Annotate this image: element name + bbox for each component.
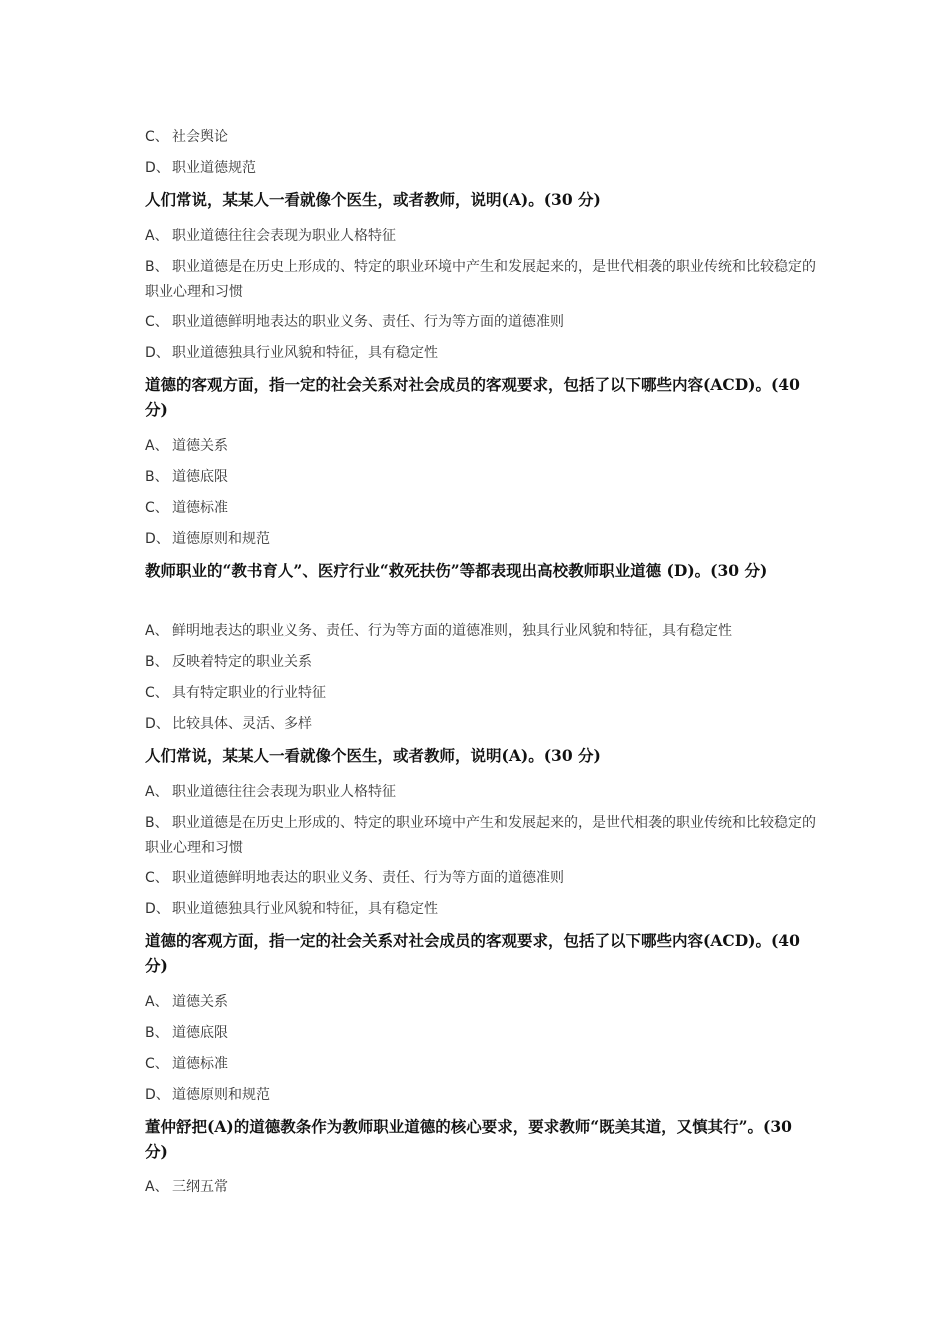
option-item	[145, 811, 820, 861]
question-text: 道德的客观方面，指一定的社会关系对社会成员的客观要求，包括了以下哪些内容(ACD)。(40 分)	[145, 931, 800, 975]
option-item	[145, 990, 820, 1015]
option-text: 职业道德往往会表现为职业人格特征	[172, 228, 396, 244]
option-text: 道德标准	[172, 500, 228, 516]
option-text: 职业道德鲜明地表达的职业义务、责任、行为等方面的道德准则	[172, 870, 564, 886]
question-text: 人们常说，某某人一看就像个医生，或者教师，说明(A)。(30 分)	[145, 190, 601, 209]
question-text: 道德的客观方面，指一定的社会关系对社会成员的客观要求，包括了以下哪些内容(ACD)。(40 分)	[145, 375, 800, 419]
option-letter: A、	[145, 623, 169, 639]
option-letter: A、	[145, 784, 169, 800]
option-item	[145, 434, 820, 459]
option-letter: D、	[145, 901, 170, 917]
option-text: 道德原则和规范	[172, 1087, 270, 1103]
option-item	[145, 619, 820, 644]
option-text: 职业道德独具行业风貌和特征，具有稳定性	[172, 901, 438, 917]
option-letter: D、	[145, 531, 170, 547]
option-text: 道德关系	[172, 994, 228, 1010]
option-text: 鲜明地表达的职业义务、责任、行为等方面的道德准则，独具行业风貌和特征，具有稳定性	[172, 623, 732, 639]
option-item	[145, 125, 820, 150]
option-letter: B、	[145, 259, 169, 275]
option-item	[145, 897, 820, 922]
option-letter: D、	[145, 345, 170, 361]
option-letter: D、	[145, 1087, 170, 1103]
option-item	[145, 1021, 820, 1046]
option-text: 职业道德规范	[172, 160, 256, 176]
option-item	[145, 866, 820, 891]
option-item	[145, 156, 820, 181]
option-text: 道德原则和规范	[172, 531, 270, 547]
option-letter: A、	[145, 228, 169, 244]
option-text: 职业道德往往会表现为职业人格特征	[172, 784, 396, 800]
option-text: 比较具体、灵活、多样	[172, 716, 312, 732]
option-item	[145, 681, 820, 706]
option-letter: A、	[145, 438, 169, 454]
option-letter: C、	[145, 1056, 169, 1072]
option-text: 道德关系	[172, 438, 228, 454]
option-text: 职业道德是在历史上形成的、特定的职业环境中产生和发展起来的，是世代相袭的职业传统和比较稳定的职业心理和习惯	[145, 259, 816, 300]
option-text: 道德标准	[172, 1056, 228, 1072]
option-item	[145, 780, 820, 805]
option-letter: B、	[145, 1025, 169, 1041]
option-item	[145, 650, 820, 675]
option-letter: C、	[145, 314, 169, 330]
question-text: 董仲舒把(A)的道德教条作为教师职业道德的核心要求，要求教师“既美其道，又慎其行”。(30 分)	[145, 1117, 792, 1161]
option-item	[145, 1052, 820, 1077]
option-item	[145, 341, 820, 366]
option-item	[145, 224, 820, 249]
option-letter: C、	[145, 870, 169, 886]
option-text: 职业道德是在历史上形成的、特定的职业环境中产生和发展起来的，是世代相袭的职业传统和比较稳定的职业心理和习惯	[145, 815, 816, 856]
option-item	[145, 1175, 820, 1200]
option-text: 道德底限	[172, 469, 228, 485]
option-letter: C、	[145, 129, 169, 145]
option-letter: A、	[145, 994, 169, 1010]
option-item	[145, 1083, 820, 1108]
option-letter: C、	[145, 500, 169, 516]
option-text: 三纲五常	[172, 1179, 228, 1195]
option-text: 反映着特定的职业关系	[172, 654, 312, 670]
option-letter: D、	[145, 160, 170, 176]
option-text: 具有特定职业的行业特征	[172, 685, 326, 701]
question-text: 教师职业的“教书育人”、医疗行业“救死扶伤”等都表现出高校教师职业道德 (D)。(30 分)	[145, 561, 768, 580]
option-letter: A、	[145, 1179, 169, 1195]
option-letter: B、	[145, 815, 169, 831]
option-letter: C、	[145, 685, 169, 701]
option-text: 道德底限	[172, 1025, 228, 1041]
option-item	[145, 255, 820, 305]
option-letter: B、	[145, 654, 169, 670]
option-item	[145, 310, 820, 335]
option-text: 职业道德鲜明地表达的职业义务、责任、行为等方面的道德准则	[172, 314, 564, 330]
question-text: 人们常说，某某人一看就像个医生，或者教师，说明(A)。(30 分)	[145, 746, 601, 765]
option-item	[145, 465, 820, 490]
option-letter: D、	[145, 716, 170, 732]
option-letter: B、	[145, 469, 169, 485]
option-text: 职业道德独具行业风貌和特征，具有稳定性	[172, 345, 438, 361]
option-item	[145, 527, 820, 552]
option-item	[145, 712, 820, 737]
option-text: 社会舆论	[172, 129, 228, 145]
option-item	[145, 496, 820, 521]
